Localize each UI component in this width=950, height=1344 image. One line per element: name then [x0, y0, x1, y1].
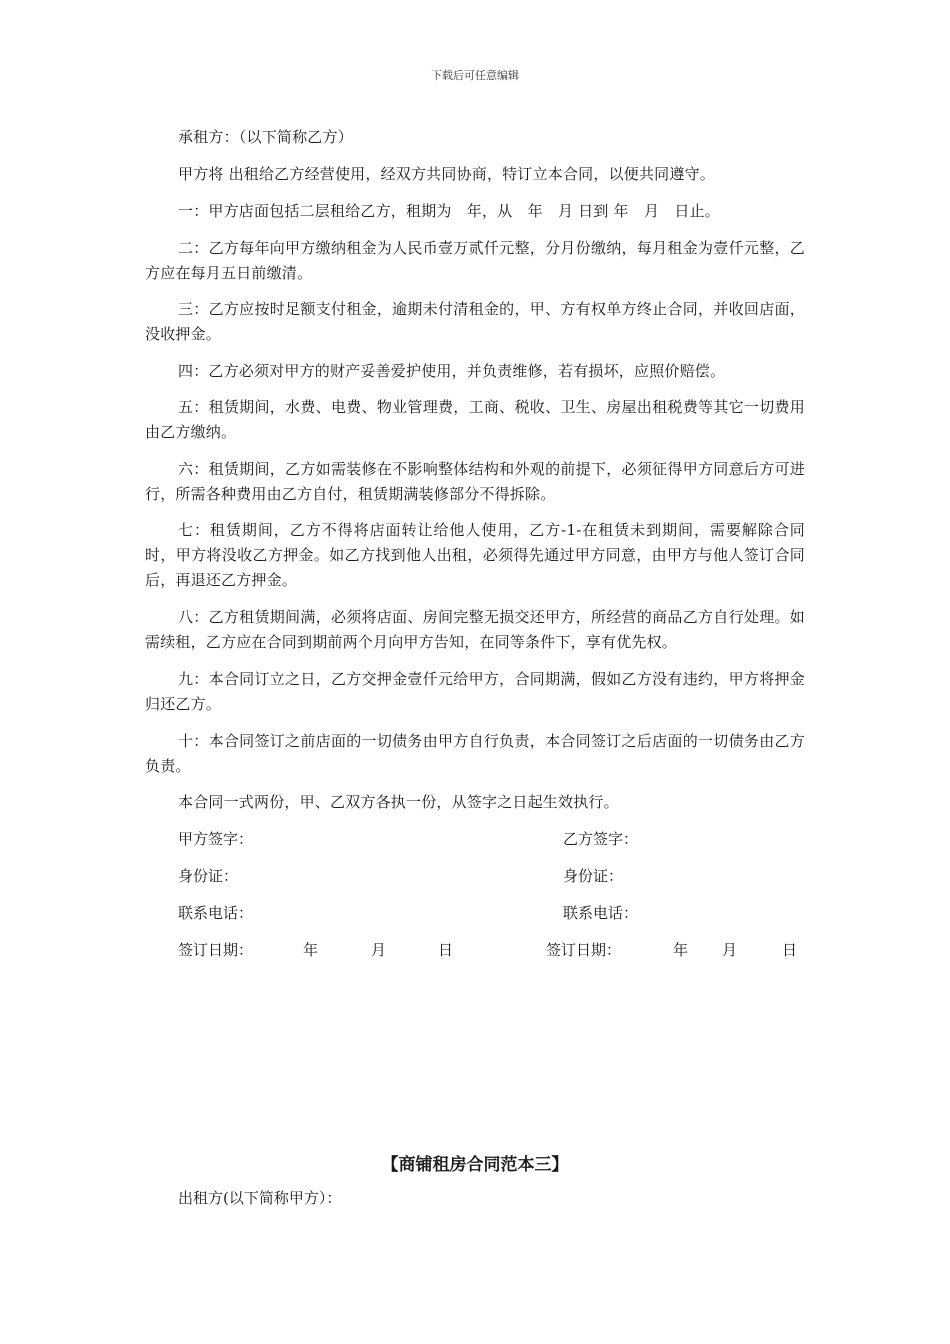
party-b-id-label: 身份证：: [563, 867, 624, 885]
clause-2: 二：乙方每年向甲方缴纳租金为人民币壹万贰仟元整，分月份缴纳，每月租金为壹仟元整，乙方应在每月五日前缴清。: [145, 239, 805, 282]
party-b-signature-label: 乙方签字：: [563, 830, 639, 848]
intro-paragraph: 甲方将 出租给乙方经营使用，经双方共同协商，特订立本合同，以便共同遵守。: [178, 165, 715, 183]
clause-9: 九：本合同订立之日，乙方交押金壹仟元给甲方，合同期满，假如乙方没有违约，甲方将押金归还乙方。: [145, 670, 805, 713]
party-b-date-label: 签订日期：: [546, 941, 622, 959]
clause-6: 六：租赁期间，乙方如需装修在不影响整体结构和外观的前提下，必须征得甲方同意后方可进行，所需各种费用由乙方自付，租赁期满装修部分不得拆除。: [145, 460, 805, 503]
clause-10: 十：本合同签订之前店面的一切债务由甲方自行负责，本合同签订之后店面的一切债务由乙方负责。: [145, 732, 805, 775]
party-b-date-year: 年: [673, 941, 689, 959]
lessor-line: 出租方(以下简称甲方）：: [178, 1189, 342, 1207]
section-title: 【商铺租房合同范本三】: [381, 1155, 569, 1175]
closing-paragraph: 本合同一式两份，甲、乙双方各执一份，从签字之日起生效执行。: [178, 793, 619, 811]
party-b-date-month: 月: [722, 941, 738, 959]
party-a-date-label: 签订日期：: [178, 941, 254, 959]
lessee-line: 承租方：（以下简称乙方）: [178, 128, 353, 146]
party-a-date-year: 年: [303, 941, 319, 959]
party-a-id-label: 身份证：: [178, 867, 239, 885]
party-b-phone-label: 联系电话：: [563, 904, 639, 922]
clause-3: 三：乙方应按时足额支付租金，逾期未付清租金的，甲、方有权单方终止合同，并收回店面，没收押金。: [145, 300, 805, 343]
page-header-note: 下载后可任意编辑: [431, 69, 519, 82]
party-a-phone-label: 联系电话：: [178, 904, 254, 922]
clause-8: 八：乙方租赁期间满，必须将店面、房间完整无损交还甲方，所经营的商品乙方自行处理。如需续租，乙方应在合同到期前两个月向甲方告知，在同等条件下，享有优先权。: [145, 608, 805, 651]
party-a-date-day: 日: [438, 941, 454, 959]
clause-4: 四：乙方必须对甲方的财产妥善爱护使用，并负责维修，若有损坏，应照价赔偿。: [178, 362, 726, 380]
party-a-date-month: 月: [371, 941, 387, 959]
party-a-signature-label: 甲方签字：: [178, 830, 254, 848]
party-b-date-day: 日: [782, 941, 798, 959]
clause-5: 五：租赁期间，水费、电费、物业管理费，工商、税收、卫生、房屋出租税费等其它一切费用由乙方缴纳。: [145, 398, 805, 441]
clause-7: 七：租赁期间，乙方不得将店面转让给他人使用，乙方-1-在租赁未到期间，需要解除合同时，甲方将没收乙方押金。如乙方找到他人出租，必须得先通过甲方同意，由甲方与他人签订合同后，再退还乙方押金。: [145, 521, 805, 589]
clause-1: 一：甲方店面包括二层租给乙方，租期为 年，从 年 月 日到 年 月 日止。: [178, 202, 720, 220]
